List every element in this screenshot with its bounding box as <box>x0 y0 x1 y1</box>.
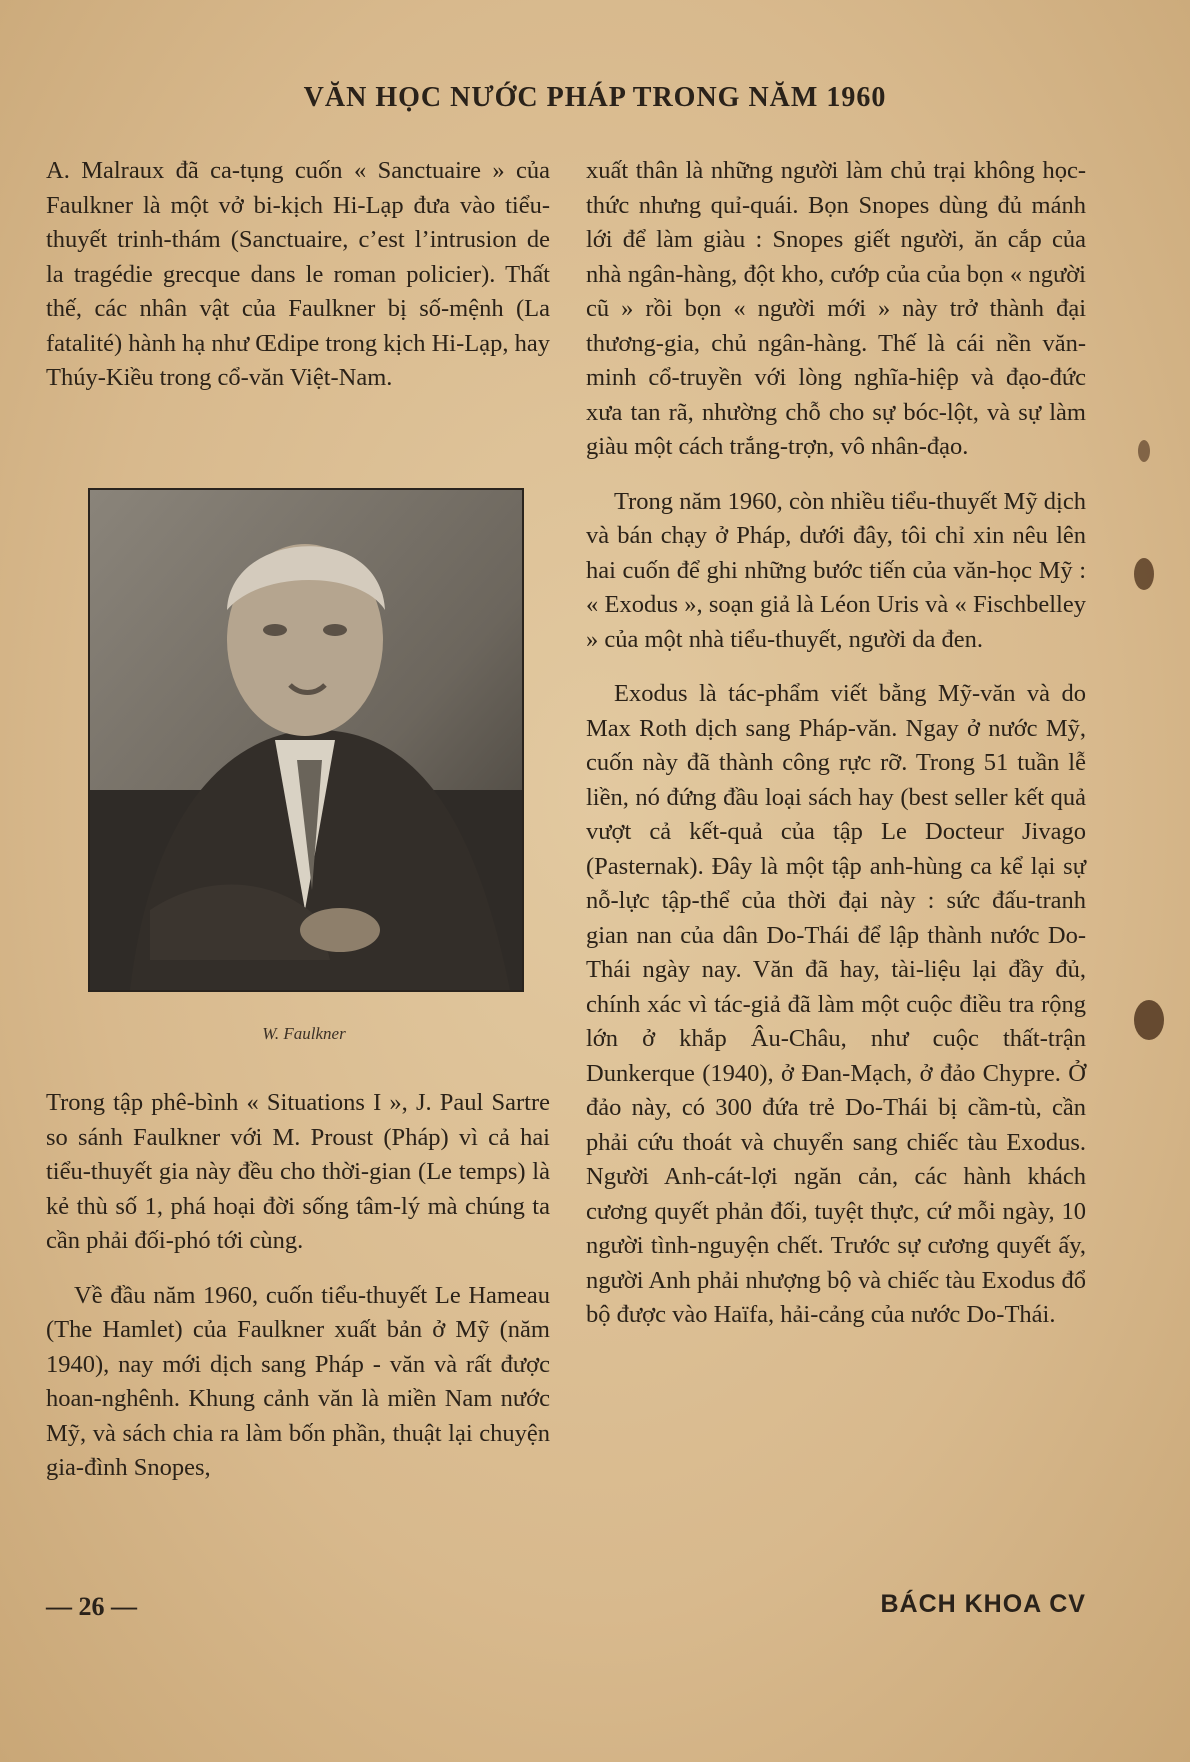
page-header: VĂN HỌC NƯỚC PHÁP TRONG NĂM 1960 <box>303 82 887 113</box>
binding-hole-1 <box>1138 440 1150 462</box>
right-paragraph-3: Exodus là tác-phẩm viết bằng Mỹ-văn và do Max Roth dịch sang Pháp-văn. Ngay ở nước Mỹ, cuốn này đã thành công rực rỡ. Trong 51 tuần lễ liền, nó đứng đầu loại sách hay (best seller kết quả vượt cả kết-quả của tập Le Docteur Jivago (Pasternak). Đây là một tập anh-hùng ca kể lại sự nỗ-lực tập-thể của thời đại này : sức đấu-tranh gian nan của dân Do-Thái để lập thành nước Do-Thái ngày nay. Văn đã hay, tài-liệu lại đầy đủ, chính xác vì tác-giả đã làm một cuộc điều tra rộng lớn ở khắp Âu-Châu, như cuộc thất-trận Dunkerque (1940), ở Đan-Mạch, ở đảo Chypre. Ở đảo này, có 300 đứa trẻ Do-Thái bị cầm-tù, cần phải cứu thoát và chuyển sang chiếc tàu Exodus. Người Anh-cát-lợi ngăn cản, các hành khách cương quyết phản đối, tuyệt thực, cứ mỗi ngày, 10 người tình-nguyện chết. Trước sự cương quyết ấy, người Anh phải nhượng bộ và chiếc tàu Exodus đổ bộ được vào Haïfa, hải-cảng của nước Do-Thái. <box>586 680 1086 1328</box>
left-paragraph-2: Trong tập phê-bình « Situations I », J. Paul Sartre so sánh Faulkner với M. Proust (Pháp) vì cả hai tiểu-thuyết gia này đều cho thời-gian (Le temps) là kẻ thù số 1, phá hoại đời sống tâm-lý mà chúng ta cần phải đối-phó tới cùng. <box>46 1089 550 1254</box>
binding-hole-3 <box>1134 1000 1164 1040</box>
publication-name: BÁCH KHOA CV <box>880 1590 1086 1618</box>
left-paragraph-1: A. Malraux đã ca-tụng cuốn « Sanctuaire » của Faulkner là một vở bi-kịch Hi-Lạp đưa vào tiểu-thuyết trinh-thám (Sanctuaire, c’est l’intrusion de la tragédie grecque dans le roman policier). Thất thế, các nhân vật của Faulkner bị số-mệnh (La fatalité) hành hạ như Œdipe trong kịch Hi-Lạp, hay Thúy-Kiều trong cổ-văn Việt-Nam. <box>46 157 550 391</box>
left-paragraph-3: Về đầu năm 1960, cuốn tiểu-thuyết Le Hameau (The Hamlet) của Faulkner xuất bản ở Mỹ (năm 1940), nay mới dịch sang Pháp - văn và rất được hoan-nghênh. Khung cảnh văn là miền Nam nước Mỹ, và sách chia ra làm bốn phần, thuật lại chuyện gia-đình Snopes, <box>46 1281 550 1481</box>
author-photo <box>88 488 524 992</box>
left-column-top <box>46 154 550 416</box>
left-column-bottom <box>46 1086 550 1506</box>
right-paragraph-2: Trong năm 1960, còn nhiều tiểu-thuyết Mỹ dịch và bán chạy ở Pháp, dưới đây, tôi chỉ xin nêu lên hai cuốn để ghi những bước tiến của văn-học Mỹ : « Exodus », soạn giả là Léon Uris và « Fischbelley » của một nhà tiểu-thuyết, người da đen. <box>586 487 1086 653</box>
binding-hole-2 <box>1134 558 1154 590</box>
right-paragraph-1: xuất thân là những người làm chủ trại không học-thức nhưng quỉ-quái. Bọn Snopes dùng đủ mánh lới để làm giàu : Snopes giết người, ăn cắp của nhà ngân-hàng, đột kho, cướp của của bọn « người cũ » rồi bọn « người mới » này trở thành đại thương-gia, chủ ngân-hàng. Thế là cái nền văn-minh cổ-truyền với lòng nghĩa-hiệp và đạo-đức xưa tan rã, nhường chỗ cho sự bóc-lột, và sự làm giàu một cách trắng-trợn, vô nhân-đạo. <box>586 157 1086 460</box>
page-number: — 26 — <box>46 1592 137 1621</box>
photo-caption: W. Faulkner <box>262 1024 346 1043</box>
right-column <box>586 154 1086 1353</box>
portrait-image <box>90 490 522 990</box>
